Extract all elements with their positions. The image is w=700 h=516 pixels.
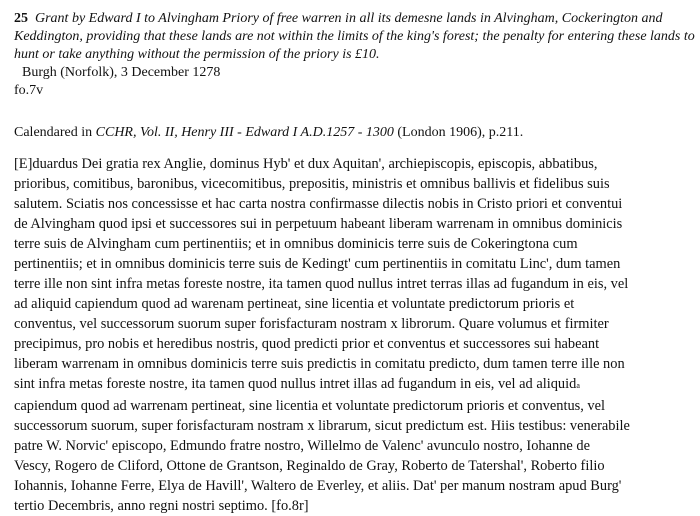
entry-number: 25 (14, 11, 28, 26)
latin-charter-text (14, 154, 696, 516)
text-line: sint infra metas foreste nostre, ita tamen quod nullus intret illas ad fugandum in eis, vel ad aliquid (14, 376, 577, 392)
text-line: conventus, vel successorum suorum super forisfacturam nostram x librorum. Quare volumus et firmiter (14, 316, 609, 332)
place-date: Burgh (Norfolk), 3 December 1278 (22, 65, 221, 80)
folio-reference: fo.7v (14, 83, 44, 98)
text-line: capiendum quod ad warrenam pertineat, sine licentia et voluntate predictorum prioris et conventus, vel (14, 398, 606, 414)
text-line-with-mark (14, 374, 696, 396)
calendared-suffix: (London 1906), p.211. (393, 125, 524, 140)
entry-summary: Grant by Edward I to Alvingham Priory of free warren in all its demesne lands in Alvingham, Cockerington and Keddington, providing that these lands are not within the limits of the king's forest; the penalty for entering these lands to hunt or take anything without the permission of the priory is £10. (14, 11, 695, 62)
calendared-prefix: Calendared in (14, 125, 96, 140)
calendared-reference (14, 124, 696, 142)
text-line: liberam warrenam in omnibus dominicis terre suis predictis in comitatu predicto, dum tamen terre ille non (14, 356, 625, 372)
text-line: Iohannis, Iohanne Ferre, Elya de Havill', Waltero de Everley, et aliis. Dat' per manum nostram apud Burg' (14, 478, 622, 494)
text-line: patre W. Norvic' episcopo, Edmundo fratre nostro, Willelmo de Valenc' avunculo nostro, Iohanne de (14, 438, 590, 454)
text-line: tertio Decembris, anno regni nostri septimo. [fo.8r] (14, 498, 309, 514)
text-line: [E]duardus Dei gratia rex Anglie, dominus Hyb' et dux Aquitan', archiepiscopis, episcopis, abbatibus, (14, 156, 598, 172)
text-line: prioribus, comitibus, baronibus, vicecomitibus, prepositis, ministris et omnibus ballivis et fidelibus suis (14, 176, 610, 192)
text-line: terre ille non sint infra metas foreste nostre, ita tamen quod nullus intret terras illas ad fugandum in eis, vel (14, 276, 629, 292)
document-page (14, 10, 696, 516)
text-line: de Alvingham quod ipsi et successores sui in perpetuum habeant liberam warrenam in omnibus dominicis (14, 216, 623, 232)
text-line: successorum suorum, super forisfacturam nostram x librarum, sicut predictum est. Hiis testibus: venerabile (14, 418, 630, 434)
text-line: terre suis de Alvingham cum pertinentiis; et in omnibus dominicis terre suis de Cokeringtona cum (14, 236, 578, 252)
text-line: salutem. Sciatis nos concessisse et hac carta nostra confirmasse dilectis nobis in Cristo priori et conventui (14, 196, 623, 212)
entry-heading (14, 10, 696, 64)
calendared-work: CCHR, Vol. II, Henry III - Edward I A.D.1257 - 1300 (95, 125, 394, 140)
text-line: ad aliquid capiendum quod ad warenam pertineat, sine licentia et voluntate predictorum prioris et (14, 296, 575, 312)
superscript-mark: a (576, 381, 580, 390)
text-line: Vescy, Rogero de Cliford, Ottone de Grantson, Reginaldo de Gray, Roberto de Tatershal', Roberto filio (14, 458, 605, 474)
text-line: precipimus, pro nobis et heredibus nostris, quod predicti prior et conventus et successores sui habeant (14, 336, 600, 352)
text-line: pertinentiis; et in omnibus dominicis terre suis de Kedingt' cum pertinentiis in comitatu Linc', dum tamen (14, 256, 621, 272)
